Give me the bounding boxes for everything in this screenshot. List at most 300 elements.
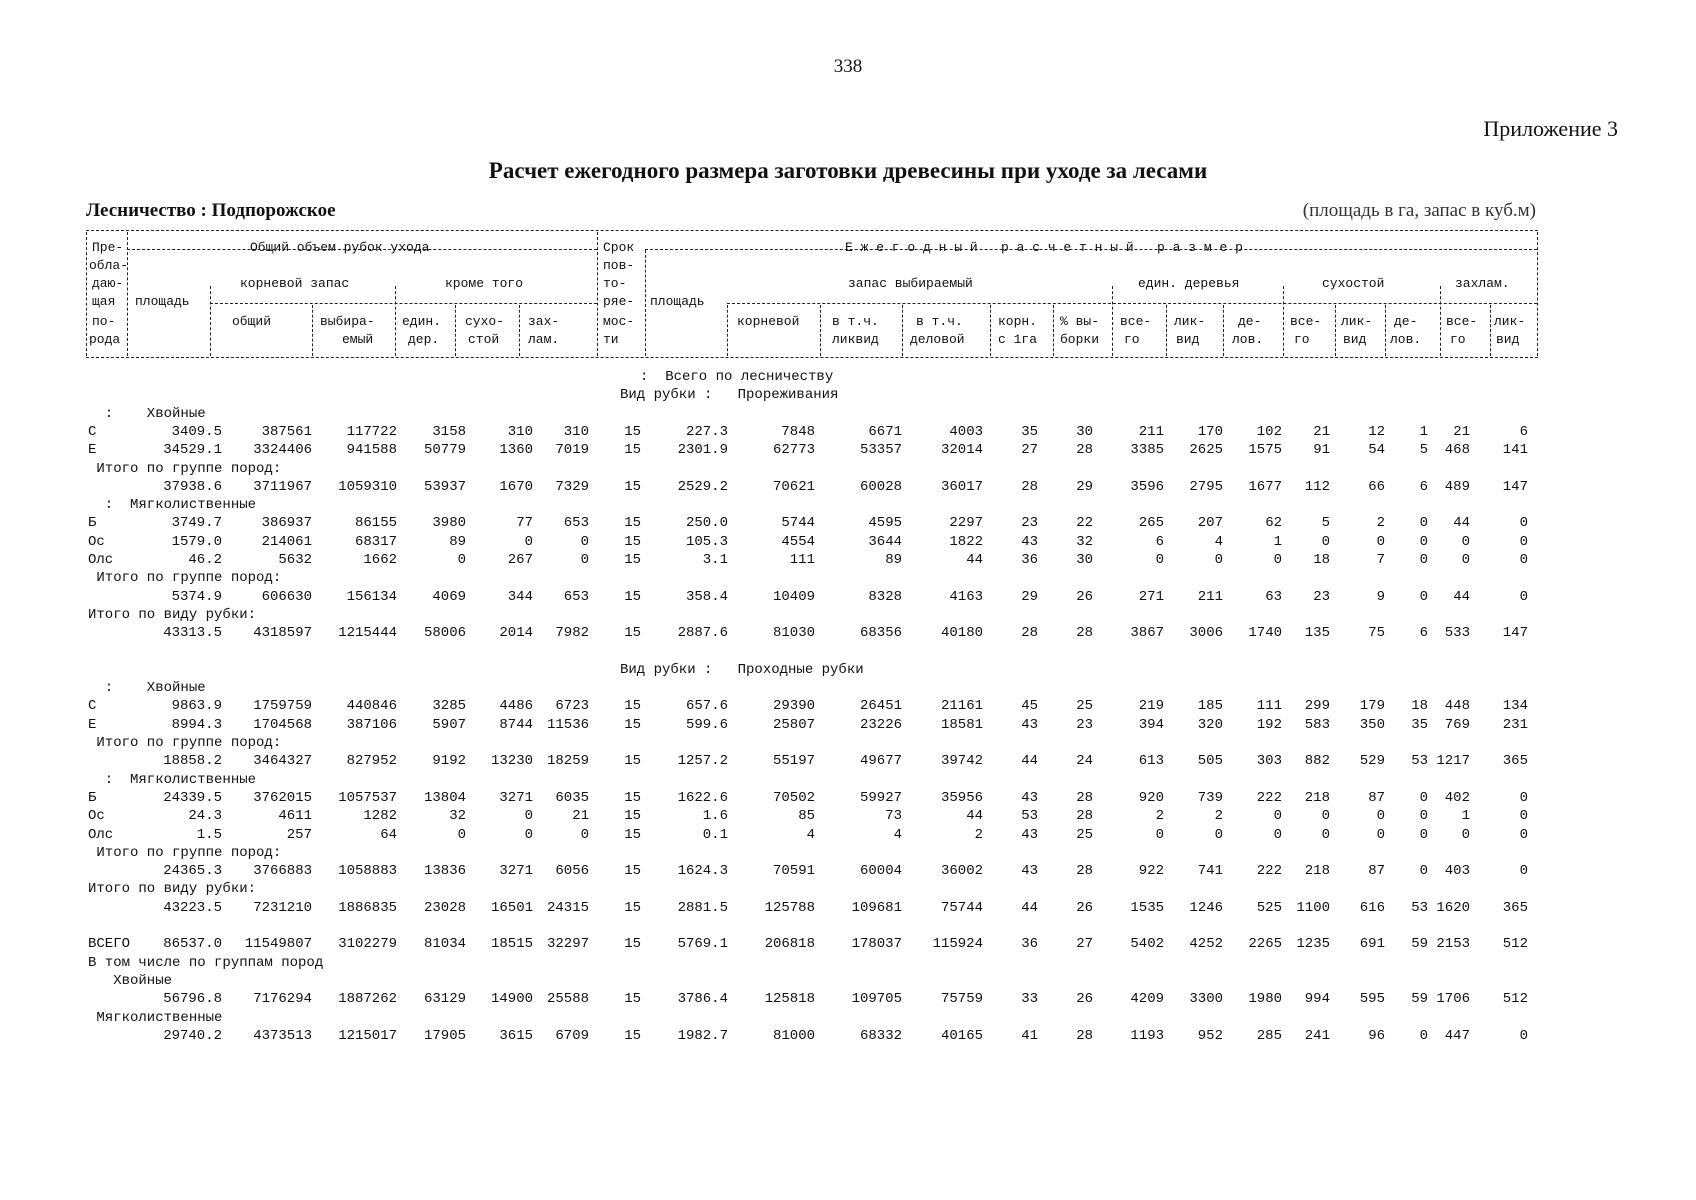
header-bottom-rule [86, 357, 1538, 358]
table-cell: 7176294 [253, 991, 312, 1008]
table-row [0, 551, 1696, 569]
table-cell: 3762015 [253, 789, 312, 806]
table-cell: 53 [1411, 753, 1428, 770]
hdr-total-volume: Общий объем рубок ухода [250, 240, 430, 255]
table-cell: 1059310 [338, 478, 397, 495]
table-cell: 0 [1519, 588, 1528, 605]
table-row [0, 679, 1696, 697]
table-cell: 739 [1197, 789, 1223, 806]
section-label: Вид рубки : Проходные рубки [620, 661, 864, 678]
forestry-label: Лесничество : Подпорожское [86, 200, 336, 221]
table-cell: 43313.5 [163, 625, 222, 642]
table-cell: 265 [1138, 515, 1164, 532]
table-row [0, 496, 1696, 514]
table-cell: 23 [1076, 716, 1093, 733]
table-row [0, 954, 1696, 972]
table-cell: 1 [1461, 808, 1470, 825]
table-cell: 3158 [432, 423, 466, 440]
sep-single-trees [1283, 286, 1284, 356]
table-cell: 358.4 [685, 588, 728, 605]
table-cell: 344 [507, 588, 533, 605]
table-cell: 1057537 [338, 789, 397, 806]
table-cell: 606630 [261, 588, 312, 605]
table-cell: 1 [1273, 533, 1282, 550]
table-cell: 15 [624, 515, 641, 532]
header-sep-breed [127, 232, 128, 356]
table-cell: 3464327 [253, 753, 312, 770]
table-cell: 447 [1444, 1027, 1470, 1044]
table-row [0, 514, 1696, 532]
table-row [0, 807, 1696, 825]
table-cell: 6 [1519, 423, 1528, 440]
hdr-single-1: един. [402, 314, 442, 329]
sep-liq2 [1223, 305, 1224, 356]
header-left-edge [86, 232, 87, 356]
table-cell: 35956 [940, 789, 983, 806]
table-cell: 111 [789, 552, 815, 568]
sep-stock [1112, 286, 1113, 356]
group-label: : Хвойные [88, 405, 206, 422]
hdr-dry-bus-1: де- [1394, 314, 1418, 329]
table-cell: 0 [1519, 789, 1528, 806]
table-cell: 147 [1502, 625, 1528, 642]
table-cell: 4 [806, 826, 815, 843]
table-cell: 3102279 [338, 936, 397, 953]
table-cell: 32297 [546, 936, 589, 953]
table-cell: 512 [1502, 991, 1528, 1008]
table-cell: 5 [1321, 515, 1330, 532]
table-cell: 0.1 [702, 826, 728, 843]
table-cell: 211 [1138, 423, 1164, 440]
table-cell: 241 [1304, 1027, 1330, 1044]
table-cell: 53 [1411, 899, 1428, 916]
table-cell: 179 [1359, 698, 1385, 715]
table-cell: 54 [1368, 442, 1385, 459]
table-cell: 29 [1021, 588, 1038, 605]
hdr-period-1: Срок [603, 240, 635, 255]
hdr-breed-5: по- [92, 314, 116, 329]
hdr-breed-1: Пре- [92, 240, 124, 255]
table-row [0, 752, 1696, 770]
table-cell: 0 [1419, 789, 1428, 806]
hdr-incl-bus-2: деловой [910, 332, 965, 347]
table-row [0, 643, 1696, 661]
table-cell: 1822 [949, 533, 983, 550]
table-cell: 18 [1411, 698, 1428, 715]
table-cell: 3324406 [253, 442, 312, 459]
hdr-period-3: то- [603, 276, 627, 291]
table-cell: 28 [1076, 625, 1093, 642]
table-cell: 32 [1076, 533, 1093, 550]
table-cell: 222 [1256, 863, 1282, 880]
table-cell: 1740 [1248, 625, 1282, 642]
table-cell: 387561 [261, 423, 312, 440]
table-cell: 6723 [555, 698, 589, 715]
table-cell: 11536 [546, 716, 589, 733]
table-cell: 7231210 [253, 899, 312, 916]
table-cell: 27 [1076, 936, 1093, 953]
table-row [0, 716, 1696, 734]
table-cell: 0 [1419, 1027, 1428, 1044]
hdr-period-2: пов- [603, 258, 635, 273]
table-cell: 36002 [940, 863, 983, 880]
table-cell: 222 [1256, 789, 1282, 806]
section-label: Вид рубки : Прореживания [620, 387, 839, 404]
table-cell: 402 [1444, 789, 1470, 806]
table-cell: 37938.6 [163, 478, 222, 495]
table-cell: 1535 [1130, 899, 1164, 916]
table-row [0, 917, 1696, 935]
table-cell: 73 [885, 808, 902, 825]
table-cell: 0 [1461, 533, 1470, 550]
table-cell: 0 [1419, 826, 1428, 843]
table-row [0, 880, 1696, 898]
hdr-lit-liq-2: вид [1496, 332, 1520, 347]
table-cell: 28 [1076, 808, 1093, 825]
hdr-litter-2: лам. [528, 332, 560, 347]
table-cell: 4595 [868, 515, 902, 532]
table-cell: 2881.5 [677, 899, 728, 916]
table-cell: 1235 [1296, 936, 1330, 953]
table-cell: 26451 [859, 698, 902, 715]
group-label: : Хвойные [88, 680, 206, 697]
table-cell: 24365.3 [163, 863, 222, 880]
table-cell: 7 [1376, 552, 1385, 568]
hdr-litter-1: зах- [528, 314, 560, 329]
table-cell: 2297 [949, 515, 983, 532]
table-cell: 3385 [1130, 442, 1164, 459]
table-cell: 0 [1519, 1027, 1528, 1044]
row-label: ВСЕГО [88, 936, 131, 953]
table-cell: 0 [1519, 826, 1528, 843]
table-cell: 3271 [499, 863, 533, 880]
table-cell: 0 [1419, 533, 1428, 550]
table-cell: 81034 [423, 936, 466, 953]
table-cell: 21 [1453, 423, 1470, 440]
table-cell: 0 [1273, 552, 1282, 568]
hdr-breed-3: даю- [92, 276, 124, 291]
table-cell: 43 [1021, 863, 1038, 880]
table-cell: 25 [1076, 826, 1093, 843]
table-cell: 0 [1321, 826, 1330, 843]
table-cell: 96 [1368, 1027, 1385, 1044]
table-row [0, 624, 1696, 642]
table-cell: 15 [624, 826, 641, 843]
table-cell: 8328 [868, 588, 902, 605]
table-cell: 5907 [432, 716, 466, 733]
table-cell: 70502 [772, 789, 815, 806]
table-row [0, 899, 1696, 917]
hdr-root-stock: корневой запас [240, 276, 350, 291]
table-cell: 0 [1214, 826, 1223, 843]
table-cell: 231 [1502, 716, 1528, 733]
hdr-lit-liq-1: лик- [1494, 314, 1526, 329]
table-cell: 1575 [1248, 442, 1282, 459]
table-cell: 156134 [346, 588, 397, 605]
table-cell: 36017 [940, 478, 983, 495]
table-cell: 27 [1021, 442, 1038, 459]
sep-liq3 [1385, 305, 1386, 356]
hdr-incl-liq-1: в т.ч. [832, 314, 879, 329]
units-note: (площадь в га, запас в куб.м) [1302, 200, 1536, 221]
table-cell: 66 [1368, 478, 1385, 495]
table-cell: 2265 [1248, 936, 1282, 953]
table-cell: 55197 [772, 753, 815, 770]
table-cell: 0 [1419, 552, 1428, 568]
table-cell: 1662 [363, 552, 397, 568]
table-cell: 29390 [772, 698, 815, 715]
table-cell: 1100 [1296, 899, 1330, 916]
table-cell: 43 [1021, 789, 1038, 806]
table-row [0, 990, 1696, 1008]
hdr-litter: захлам. [1455, 276, 1510, 291]
table-cell: 21161 [940, 698, 983, 715]
table-cell: 10409 [772, 588, 815, 605]
table-cell: 56796.8 [163, 991, 222, 1008]
table-cell: 3271 [499, 789, 533, 806]
table-cell: 267 [507, 552, 533, 568]
table-cell: 4252 [1189, 936, 1223, 953]
table-row [0, 368, 1696, 386]
table-cell: 1980 [1248, 991, 1282, 1008]
row-label: Б [88, 515, 97, 532]
table-cell: 170 [1197, 423, 1223, 440]
sep-all3 [1490, 305, 1491, 356]
hdr-dry-all-1: все- [1290, 314, 1322, 329]
table-cell: 0 [1519, 533, 1528, 550]
table-cell: 4003 [949, 423, 983, 440]
table-cell: 1360 [499, 442, 533, 459]
table-cell: 24339.5 [163, 789, 222, 806]
table-cell: 0 [1461, 552, 1470, 568]
table-cell: 75 [1368, 625, 1385, 642]
table-row [0, 734, 1696, 752]
table-row [0, 862, 1696, 880]
table-cell: 25 [1076, 698, 1093, 715]
table-cell: 9 [1376, 588, 1385, 605]
section-label: Итого по виду рубки: [88, 881, 257, 898]
table-cell: 24.3 [188, 808, 222, 825]
sep-area [210, 286, 211, 356]
table-cell: 1620 [1436, 899, 1470, 916]
table-row [0, 697, 1696, 715]
sep-all [1166, 305, 1167, 356]
hdr-dry-all-2: го [1294, 332, 1310, 347]
table-cell: 86155 [354, 515, 397, 532]
section-label: В том числе по группам пород [88, 954, 324, 971]
hdr-pct-1: % вы- [1060, 314, 1100, 329]
header-right-edge [1537, 232, 1538, 356]
table-cell: 111 [1256, 698, 1282, 715]
table-cell: 70591 [772, 863, 815, 880]
table-cell: 43 [1021, 716, 1038, 733]
table-cell: 0 [1376, 826, 1385, 843]
hdr-selectable-2: емый [342, 332, 374, 347]
table-row [0, 771, 1696, 789]
table-row [0, 972, 1696, 990]
hdr-selectable-1: выбира- [320, 314, 375, 329]
table-cell: 5 [1419, 442, 1428, 459]
table-cell: 310 [563, 423, 589, 440]
table-cell: 7982 [555, 625, 589, 642]
table-cell: 653 [563, 515, 589, 532]
table-cell: 44 [1021, 753, 1038, 770]
table-cell: 53 [1021, 808, 1038, 825]
table-cell: 15 [624, 753, 641, 770]
table-row [0, 386, 1696, 404]
table-cell: 2014 [499, 625, 533, 642]
table-cell: 219 [1138, 698, 1164, 715]
table-row [0, 844, 1696, 862]
table-cell: 4 [1214, 533, 1223, 550]
table-cell: 387106 [346, 716, 397, 733]
table-cell: 505 [1197, 753, 1223, 770]
table-cell: 0 [1419, 515, 1428, 532]
table-cell: 44 [966, 808, 983, 825]
table-row [0, 935, 1696, 953]
table-cell: 0 [1461, 826, 1470, 843]
table-cell: 87 [1368, 863, 1385, 880]
table-cell: 17905 [423, 1027, 466, 1044]
table-cell: 23226 [859, 716, 902, 733]
table-cell: 102 [1256, 423, 1282, 440]
table-cell: 3786.4 [677, 991, 728, 1008]
table-cell: 23028 [423, 899, 466, 916]
table-cell: 218 [1304, 863, 1330, 880]
table-cell: 18259 [546, 753, 589, 770]
table-cell: 22 [1076, 515, 1093, 532]
table-cell: 15 [624, 991, 641, 1008]
section-label: Мягколиственные [88, 1009, 223, 1026]
row-label: Е [88, 716, 97, 733]
table-cell: 25588 [546, 991, 589, 1008]
table-cell: 2301.9 [677, 442, 728, 459]
table-cell: 134 [1502, 698, 1528, 715]
table-row [0, 478, 1696, 496]
table-cell: 920 [1138, 789, 1164, 806]
table-cell: 2153 [1436, 936, 1470, 953]
table-cell: 6035 [555, 789, 589, 806]
table-cell: 28 [1076, 1027, 1093, 1044]
table-cell: 3644 [868, 533, 902, 550]
table-cell: 44 [1453, 588, 1470, 605]
row-label: Е [88, 442, 97, 459]
table-cell: 68317 [354, 533, 397, 550]
table-cell: 28 [1021, 478, 1038, 495]
hdr-total: общий [232, 314, 272, 329]
table-cell: 36 [1021, 936, 1038, 953]
table-cell: 15 [624, 1027, 641, 1044]
hdr-breed-6: рода [89, 332, 121, 347]
table-cell: 59 [1411, 991, 1428, 1008]
table-cell: 941588 [346, 442, 397, 459]
table-cell: 44 [966, 552, 983, 568]
table-cell: 1.5 [196, 826, 222, 843]
sep-single [455, 305, 456, 356]
table-cell: 616 [1359, 899, 1385, 916]
table-cell: 50779 [423, 442, 466, 459]
table-cell: 35 [1021, 423, 1038, 440]
table-cell: 60004 [859, 863, 902, 880]
hdr-pct-2: борки [1060, 332, 1100, 347]
table-row [0, 423, 1696, 441]
table-cell: 23 [1313, 588, 1330, 605]
hdr-dry-liq-1: лик- [1341, 314, 1373, 329]
table-cell: 2 [1214, 808, 1223, 825]
table-cell: 2 [1376, 515, 1385, 532]
table-cell: 26 [1076, 991, 1093, 1008]
table-cell: 3980 [432, 515, 466, 532]
table-cell: 15 [624, 423, 641, 440]
table-cell: 6709 [555, 1027, 589, 1044]
hdr-area2: площадь [650, 294, 705, 309]
appendix-label: Приложение 3 [1483, 116, 1618, 141]
table-cell: 25807 [772, 716, 815, 733]
table-cell: 0 [1321, 533, 1330, 550]
table-cell: 2887.6 [677, 625, 728, 642]
table-cell: 12 [1368, 423, 1385, 440]
table-cell: 1215017 [338, 1027, 397, 1044]
table-cell: 0 [1273, 826, 1282, 843]
table-cell: 135 [1304, 625, 1330, 642]
table-cell: 3006 [1189, 625, 1223, 642]
table-cell: 24315 [546, 899, 589, 916]
table-cell: 599.6 [685, 716, 728, 733]
table-cell: 207 [1197, 515, 1223, 532]
table-cell: 40165 [940, 1027, 983, 1044]
hdr-period-6: ти [603, 332, 619, 347]
table-cell: 0 [524, 826, 533, 843]
table-cell: 4318597 [253, 625, 312, 642]
table-cell: 0 [457, 826, 466, 843]
table-cell: 29 [1076, 478, 1093, 495]
table-cell: 211 [1197, 588, 1223, 605]
sep-root [395, 286, 396, 356]
table-cell: 1257.2 [677, 753, 728, 770]
section-label: Итого по группе пород: [88, 460, 282, 477]
table-cell: 0 [1519, 863, 1528, 880]
table-cell: 24 [1076, 753, 1093, 770]
table-cell: 14900 [490, 991, 533, 1008]
table-cell: 43 [1021, 533, 1038, 550]
sep-all2 [1335, 305, 1336, 356]
table-cell: 206818 [764, 936, 815, 953]
table-cell: 0 [1419, 588, 1428, 605]
header-top-rule [86, 230, 1538, 231]
table-cell: 0 [1214, 552, 1223, 568]
table-cell: 2625 [1189, 442, 1223, 459]
table-cell: 21 [572, 808, 589, 825]
table-cell: 882 [1304, 753, 1330, 770]
table-cell: 0 [524, 533, 533, 550]
table-cell: 440846 [346, 698, 397, 715]
table-cell: 5632 [278, 552, 312, 568]
table-cell: 26 [1076, 588, 1093, 605]
table-cell: 43223.5 [163, 899, 222, 916]
hdr-root-per-ha-2: с 1га [998, 332, 1038, 347]
table-cell: 91 [1313, 442, 1330, 459]
table-cell: 147 [1502, 478, 1528, 495]
table-cell: 89 [885, 552, 902, 568]
table-cell: 15 [624, 716, 641, 733]
hdr-dry-stand: сухостой [1322, 276, 1385, 291]
sep-dry [519, 305, 520, 356]
table-cell: 33 [1021, 991, 1038, 1008]
table-row [0, 826, 1696, 844]
table-row [0, 441, 1696, 459]
row-label: С [88, 423, 97, 440]
table-cell: 5744 [781, 515, 815, 532]
